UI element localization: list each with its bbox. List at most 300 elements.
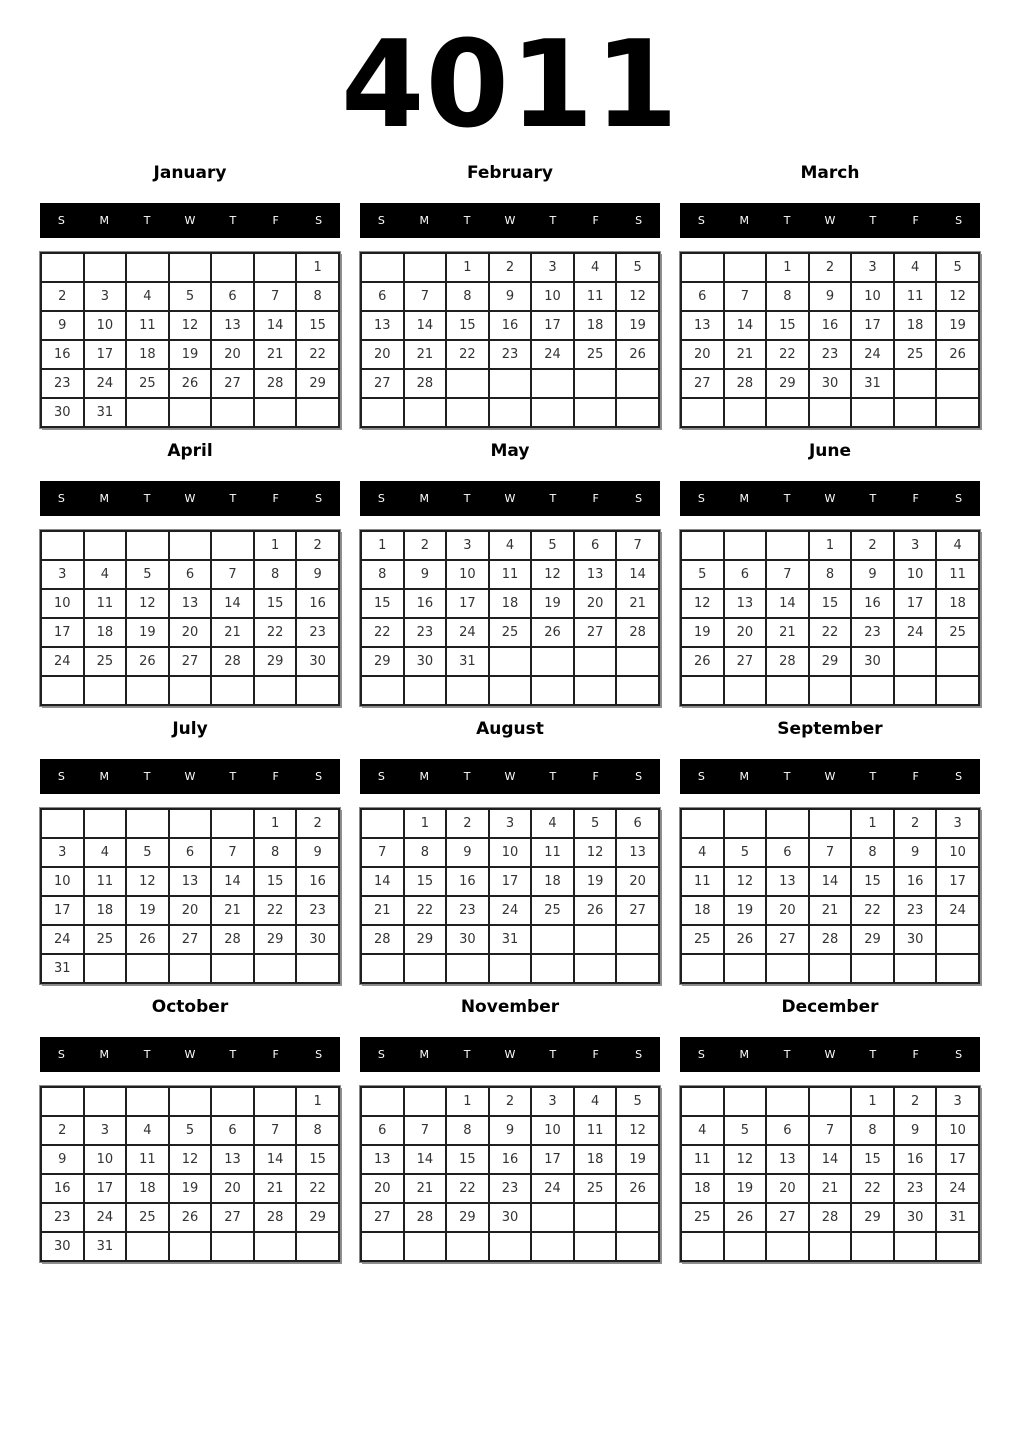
- day-cell: 29: [254, 925, 297, 954]
- day-cell: [84, 809, 127, 838]
- day-cell: 15: [361, 589, 404, 618]
- day-cell: 4: [936, 531, 979, 560]
- day-cell: [126, 676, 169, 705]
- day-cell: 10: [531, 282, 574, 311]
- day-cell: [84, 1087, 127, 1116]
- day-cell: 9: [894, 1116, 937, 1145]
- day-cell: 22: [851, 1174, 894, 1203]
- day-cell: 9: [41, 311, 84, 340]
- weekday-label: T: [869, 770, 877, 783]
- weekday-label: M: [99, 1048, 110, 1061]
- day-cell: [254, 676, 297, 705]
- day-cell: 18: [681, 896, 724, 925]
- weekday-label: T: [783, 214, 791, 227]
- day-cell: 24: [41, 925, 84, 954]
- day-cell: 26: [126, 925, 169, 954]
- week-row: [361, 282, 659, 311]
- weekday-label: S: [955, 1048, 963, 1061]
- day-cell: 28: [724, 369, 767, 398]
- day-cell: 12: [616, 282, 659, 311]
- day-cell: [446, 676, 489, 705]
- day-cell: 10: [84, 1145, 127, 1174]
- day-cell: 9: [851, 560, 894, 589]
- day-cell: [681, 531, 724, 560]
- week-row: [361, 311, 659, 340]
- day-cell: [254, 398, 297, 427]
- day-cell: 8: [851, 838, 894, 867]
- day-cell: 15: [296, 1145, 339, 1174]
- day-cell: 4: [489, 531, 532, 560]
- day-cell: 14: [254, 1145, 297, 1174]
- day-cell: 30: [41, 398, 84, 427]
- day-cell: 18: [894, 311, 937, 340]
- day-cell: 15: [809, 589, 852, 618]
- weekday-label: T: [549, 1048, 557, 1061]
- day-cell: 7: [404, 1116, 447, 1145]
- day-cell: 21: [724, 340, 767, 369]
- week-row: [361, 1116, 659, 1145]
- day-cell: 14: [404, 1145, 447, 1174]
- weekday-label: M: [739, 1048, 750, 1061]
- month-march: [680, 161, 980, 428]
- day-cell: 4: [574, 1087, 617, 1116]
- day-cell: 10: [489, 838, 532, 867]
- day-cell: [296, 676, 339, 705]
- day-cell: [254, 954, 297, 983]
- day-cell: 15: [851, 867, 894, 896]
- week-row: [41, 838, 339, 867]
- day-cell: 12: [169, 1145, 212, 1174]
- day-cell: [41, 1087, 84, 1116]
- day-cell: 5: [616, 1087, 659, 1116]
- day-cell: 9: [809, 282, 852, 311]
- day-cell: [724, 531, 767, 560]
- day-cell: [126, 954, 169, 983]
- day-cell: 9: [296, 838, 339, 867]
- day-cell: 8: [446, 282, 489, 311]
- week-row: [681, 340, 979, 369]
- day-cell: 5: [169, 282, 212, 311]
- day-cell: [851, 398, 894, 427]
- month-date-grid: [40, 252, 340, 428]
- day-cell: 16: [404, 589, 447, 618]
- day-cell: 26: [126, 647, 169, 676]
- day-cell: 6: [361, 1116, 404, 1145]
- day-cell: 12: [531, 560, 574, 589]
- week-row: [41, 1203, 339, 1232]
- day-cell: [681, 253, 724, 282]
- day-cell: 6: [361, 282, 404, 311]
- weekday-header-bar: [680, 1037, 980, 1072]
- day-cell: 12: [616, 1116, 659, 1145]
- day-cell: [126, 398, 169, 427]
- weekday-label: T: [783, 770, 791, 783]
- weekday-label: S: [315, 214, 323, 227]
- day-cell: 6: [574, 531, 617, 560]
- day-cell: 28: [254, 369, 297, 398]
- day-cell: 24: [41, 647, 84, 676]
- day-cell: 16: [894, 1145, 937, 1174]
- day-cell: 5: [574, 809, 617, 838]
- month-date-grid: [680, 1086, 980, 1262]
- month-january: [40, 161, 340, 428]
- weekday-label: T: [463, 770, 471, 783]
- week-row: [361, 676, 659, 705]
- day-cell: 17: [489, 867, 532, 896]
- week-row: [361, 618, 659, 647]
- day-cell: 6: [169, 560, 212, 589]
- day-cell: 26: [724, 1203, 767, 1232]
- day-cell: 27: [361, 369, 404, 398]
- weekday-label: F: [592, 1048, 599, 1061]
- month-date-grid: [40, 1086, 340, 1262]
- day-cell: [361, 809, 404, 838]
- month-title: February: [466, 163, 554, 183]
- day-cell: 9: [404, 560, 447, 589]
- week-row: [361, 560, 659, 589]
- day-cell: 23: [404, 618, 447, 647]
- month-date-grid: [40, 808, 340, 984]
- month-august: [360, 717, 660, 984]
- day-cell: [404, 954, 447, 983]
- week-row: [41, 1145, 339, 1174]
- week-row: [361, 1232, 659, 1261]
- day-cell: 23: [296, 896, 339, 925]
- day-cell: 8: [809, 560, 852, 589]
- day-cell: 14: [616, 560, 659, 589]
- day-cell: 21: [809, 896, 852, 925]
- day-cell: [616, 1203, 659, 1232]
- day-cell: [809, 1232, 852, 1261]
- day-cell: 3: [41, 560, 84, 589]
- day-cell: 16: [296, 867, 339, 896]
- day-cell: 30: [851, 647, 894, 676]
- month-title: September: [777, 719, 883, 739]
- day-cell: 8: [254, 838, 297, 867]
- day-cell: 18: [574, 311, 617, 340]
- day-cell: 2: [489, 1087, 532, 1116]
- day-cell: 21: [254, 340, 297, 369]
- day-cell: 13: [616, 838, 659, 867]
- day-cell: 4: [681, 1116, 724, 1145]
- weekday-label: W: [824, 1048, 836, 1061]
- day-cell: 26: [724, 925, 767, 954]
- day-cell: 24: [84, 369, 127, 398]
- day-cell: 25: [84, 925, 127, 954]
- day-cell: 20: [681, 340, 724, 369]
- week-row: [41, 925, 339, 954]
- day-cell: 8: [446, 1116, 489, 1145]
- weekday-label: S: [635, 1048, 643, 1061]
- week-row: [361, 398, 659, 427]
- day-cell: 11: [681, 1145, 724, 1174]
- day-cell: 27: [766, 925, 809, 954]
- day-cell: 24: [489, 896, 532, 925]
- day-cell: 1: [361, 531, 404, 560]
- day-cell: 27: [766, 1203, 809, 1232]
- day-cell: 21: [404, 340, 447, 369]
- day-cell: 2: [489, 253, 532, 282]
- day-cell: 27: [681, 369, 724, 398]
- weekday-header-bar: [40, 203, 340, 238]
- day-cell: 8: [296, 1116, 339, 1145]
- day-cell: 17: [41, 618, 84, 647]
- week-row: [681, 1145, 979, 1174]
- week-row: [361, 896, 659, 925]
- day-cell: 11: [84, 867, 127, 896]
- week-row: [361, 867, 659, 896]
- day-cell: 17: [84, 1174, 127, 1203]
- week-row: [41, 618, 339, 647]
- day-cell: 7: [254, 1116, 297, 1145]
- day-cell: [766, 954, 809, 983]
- day-cell: 12: [574, 838, 617, 867]
- day-cell: 4: [681, 838, 724, 867]
- day-cell: 3: [41, 838, 84, 867]
- day-cell: [616, 676, 659, 705]
- day-cell: 12: [936, 282, 979, 311]
- day-cell: [894, 954, 937, 983]
- day-cell: 26: [616, 340, 659, 369]
- weekday-label: W: [824, 770, 836, 783]
- weekday-header-bar: [680, 759, 980, 794]
- day-cell: 22: [254, 618, 297, 647]
- day-cell: [766, 809, 809, 838]
- day-cell: 13: [766, 1145, 809, 1174]
- day-cell: 30: [489, 1203, 532, 1232]
- week-row: [41, 954, 339, 983]
- day-cell: 1: [404, 809, 447, 838]
- year-title: 4011: [341, 16, 679, 155]
- week-row: [681, 1174, 979, 1203]
- weekday-label: T: [869, 214, 877, 227]
- week-row: [361, 809, 659, 838]
- weekday-label: F: [912, 1048, 919, 1061]
- day-cell: 9: [446, 838, 489, 867]
- weekday-label: T: [229, 770, 237, 783]
- day-cell: [809, 676, 852, 705]
- day-cell: [211, 398, 254, 427]
- day-cell: [404, 398, 447, 427]
- day-cell: 25: [936, 618, 979, 647]
- weekday-label: S: [635, 770, 643, 783]
- day-cell: 12: [724, 867, 767, 896]
- day-cell: 21: [211, 618, 254, 647]
- weekday-label: S: [697, 770, 705, 783]
- day-cell: 14: [766, 589, 809, 618]
- day-cell: 3: [851, 253, 894, 282]
- weekday-label: S: [315, 492, 323, 505]
- day-cell: [724, 1232, 767, 1261]
- weekday-label: W: [824, 214, 836, 227]
- day-cell: [681, 398, 724, 427]
- day-cell: [809, 954, 852, 983]
- day-cell: 19: [169, 1174, 212, 1203]
- day-cell: 22: [851, 896, 894, 925]
- day-cell: 18: [681, 1174, 724, 1203]
- day-cell: 22: [809, 618, 852, 647]
- day-cell: [574, 398, 617, 427]
- day-cell: 23: [41, 369, 84, 398]
- day-cell: 12: [724, 1145, 767, 1174]
- day-cell: 16: [894, 867, 937, 896]
- day-cell: 1: [254, 809, 297, 838]
- day-cell: 30: [446, 925, 489, 954]
- day-cell: [489, 398, 532, 427]
- day-cell: 16: [489, 311, 532, 340]
- day-cell: [126, 531, 169, 560]
- day-cell: 1: [296, 253, 339, 282]
- day-cell: [489, 1232, 532, 1261]
- day-cell: 4: [126, 1116, 169, 1145]
- day-cell: 10: [84, 311, 127, 340]
- day-cell: 14: [404, 311, 447, 340]
- weekday-label: S: [635, 214, 643, 227]
- day-cell: [361, 1232, 404, 1261]
- weekday-label: T: [463, 1048, 471, 1061]
- day-cell: [41, 253, 84, 282]
- week-row: [681, 809, 979, 838]
- week-row: [681, 253, 979, 282]
- day-cell: [851, 954, 894, 983]
- week-row: [41, 282, 339, 311]
- day-cell: 20: [211, 1174, 254, 1203]
- week-row: [361, 925, 659, 954]
- day-cell: 3: [894, 531, 937, 560]
- day-cell: 7: [211, 838, 254, 867]
- day-cell: 7: [254, 282, 297, 311]
- day-cell: [724, 253, 767, 282]
- day-cell: [809, 809, 852, 838]
- week-row: [681, 311, 979, 340]
- day-cell: 31: [489, 925, 532, 954]
- day-cell: 22: [766, 340, 809, 369]
- week-row: [681, 560, 979, 589]
- day-cell: 27: [574, 618, 617, 647]
- weekday-label: S: [635, 492, 643, 505]
- weekday-label: T: [229, 214, 237, 227]
- day-cell: 21: [404, 1174, 447, 1203]
- day-cell: 29: [446, 1203, 489, 1232]
- week-row: [41, 867, 339, 896]
- weekday-header-bar: [680, 203, 980, 238]
- day-cell: 25: [489, 618, 532, 647]
- day-cell: 14: [211, 867, 254, 896]
- weekday-label: W: [504, 492, 516, 505]
- day-cell: [169, 531, 212, 560]
- week-row: [361, 340, 659, 369]
- day-cell: 17: [531, 1145, 574, 1174]
- weekday-label: M: [419, 770, 430, 783]
- weekday-label: W: [184, 770, 196, 783]
- day-cell: 17: [894, 589, 937, 618]
- weekday-header-bar: [40, 1037, 340, 1072]
- week-row: [361, 253, 659, 282]
- day-cell: 29: [851, 925, 894, 954]
- day-cell: [724, 398, 767, 427]
- day-cell: [169, 809, 212, 838]
- day-cell: 9: [41, 1145, 84, 1174]
- day-cell: 10: [41, 867, 84, 896]
- day-cell: 13: [169, 867, 212, 896]
- day-cell: [361, 954, 404, 983]
- day-cell: 2: [894, 809, 937, 838]
- week-row: [41, 809, 339, 838]
- month-april: [40, 439, 340, 706]
- day-cell: 3: [936, 1087, 979, 1116]
- weekday-label: F: [592, 492, 599, 505]
- weekday-label: M: [419, 1048, 430, 1061]
- day-cell: 31: [851, 369, 894, 398]
- day-cell: [766, 531, 809, 560]
- day-cell: [489, 676, 532, 705]
- day-cell: [84, 676, 127, 705]
- weekday-label: M: [99, 492, 110, 505]
- day-cell: 28: [404, 1203, 447, 1232]
- weekday-label: M: [99, 770, 110, 783]
- day-cell: 23: [41, 1203, 84, 1232]
- month-title: July: [172, 719, 208, 739]
- day-cell: 21: [211, 896, 254, 925]
- day-cell: 6: [211, 282, 254, 311]
- day-cell: 20: [766, 1174, 809, 1203]
- day-cell: [766, 1087, 809, 1116]
- day-cell: [296, 954, 339, 983]
- day-cell: [296, 398, 339, 427]
- day-cell: [894, 647, 937, 676]
- weekday-label: T: [869, 1048, 877, 1061]
- day-cell: [361, 676, 404, 705]
- day-cell: [404, 1232, 447, 1261]
- day-cell: 15: [851, 1145, 894, 1174]
- day-cell: 20: [361, 1174, 404, 1203]
- day-cell: 23: [809, 340, 852, 369]
- week-row: [41, 311, 339, 340]
- day-cell: 9: [894, 838, 937, 867]
- day-cell: 26: [616, 1174, 659, 1203]
- week-row: [681, 398, 979, 427]
- day-cell: 12: [126, 867, 169, 896]
- weekday-label: T: [869, 492, 877, 505]
- day-cell: 4: [531, 809, 574, 838]
- day-cell: 23: [489, 1174, 532, 1203]
- day-cell: 8: [404, 838, 447, 867]
- day-cell: [724, 809, 767, 838]
- day-cell: 22: [361, 618, 404, 647]
- day-cell: 15: [254, 589, 297, 618]
- day-cell: [169, 1087, 212, 1116]
- weekday-label: S: [955, 770, 963, 783]
- day-cell: 22: [254, 896, 297, 925]
- week-row: [361, 1145, 659, 1174]
- week-row: [681, 618, 979, 647]
- day-cell: 8: [766, 282, 809, 311]
- month-title: August: [476, 719, 544, 739]
- week-row: [681, 282, 979, 311]
- day-cell: [681, 954, 724, 983]
- day-cell: 1: [446, 253, 489, 282]
- week-row: [41, 1116, 339, 1145]
- day-cell: 29: [254, 647, 297, 676]
- day-cell: 28: [809, 1203, 852, 1232]
- day-cell: 8: [361, 560, 404, 589]
- day-cell: 11: [489, 560, 532, 589]
- weekday-label: M: [99, 214, 110, 227]
- day-cell: 7: [724, 282, 767, 311]
- day-cell: 2: [851, 531, 894, 560]
- week-row: [41, 647, 339, 676]
- day-cell: 13: [361, 1145, 404, 1174]
